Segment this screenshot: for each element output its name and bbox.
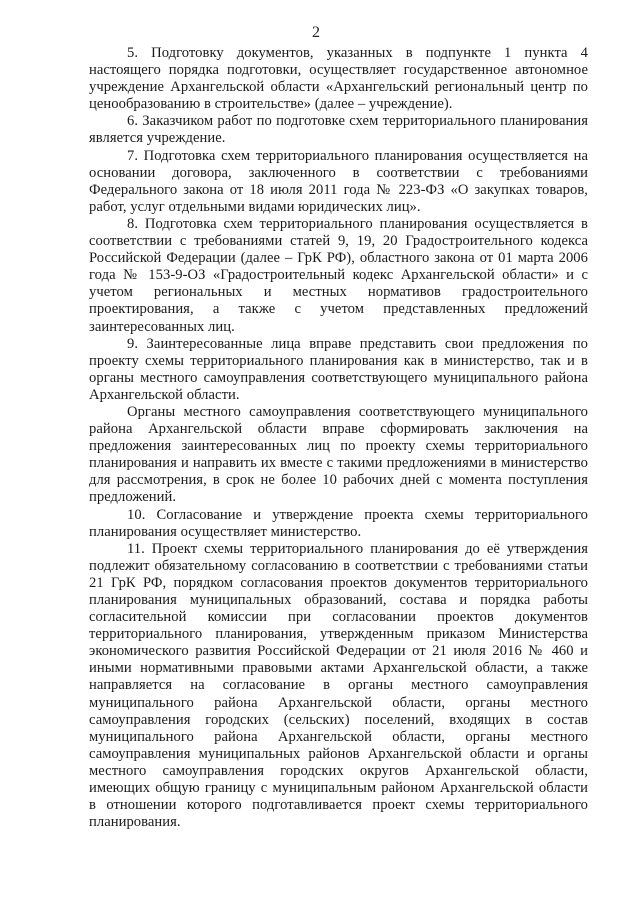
- paragraph-9-continuation: Органы местного самоуправления соответствующего муниципального района Архангельской области вправе сформировать заключения на предложения заинтересованных лиц по проекту схемы территориального планирования и направить их вместе с такими предложениями в министерство для рассмотрения, в срок не более 10 рабочих дней с момента поступления предложений.: [89, 403, 588, 506]
- page-number: 2: [312, 24, 320, 41]
- paragraph-7: 7. Подготовка схем территориального планирования осуществляется на основании договора, заключенного в соответствии с требованиями Федерального закона от 18 июля 2011 года № 223-ФЗ «О закупках товаров, работ, услуг отдельными видами юридических лиц».: [89, 147, 588, 215]
- paragraph-6: 6. Заказчиком работ по подготовке схем территориального планирования является учреждение.: [89, 113, 588, 147]
- paragraph-5: 5. Подготовку документов, указанных в подпункте 1 пункта 4 настоящего порядка подготовки, осуществляет государственное автономное учреждение Архангельской области «Архангельский региональный центр по ценообразованию в строительстве» (далее – учреждение).: [89, 45, 588, 113]
- paragraph-9: 9. Заинтересованные лица вправе представить свои предложения по проекту схемы территориального планирования как в министерство, так и в органы местного самоуправления соответствующего муниципального района Архангельской области.: [89, 335, 588, 403]
- document-body: [89, 45, 588, 831]
- paragraph-10: 10. Согласование и утверждение проекта схемы территориального планирования осуществляет министерство.: [89, 506, 588, 540]
- paragraph-8: 8. Подготовка схем территориального планирования осуществляется в соответствии с требованиями статей 9, 19, 20 Градостроительного кодекса Российской Федерации (далее – ГрК РФ), областного закона от 01 марта 2006 года № 153-9-ОЗ «Градостроительный кодекс Архангельской области» и с учетом региональных и местных нормативов градостроительного проектирования, а также с учетом представленных предложений заинтересованных лиц.: [89, 215, 588, 335]
- paragraph-11: 11. Проект схемы территориального планирования до её утверждения подлежит обязательному согласованию в соответствии с требованиями статьи 21 ГрК РФ, порядком согласования проектов документов территориального планирования муниципальных образований, состава и порядка работы согласительной комиссии при согласовании проектов документов территориального планирования, утвержденным приказом Министерства экономического развития Российской Федерации от 21 июля 2016 № 460 и иными нормативными правовыми актами Архангельской области, а также направляется на согласование в органы местного самоуправления муниципального района Архангельской области, органы местного самоуправления городских (сельских) поселений, входящих в состав муниципального района Архангельской области, органы местного самоуправления муниципальных районов Архангельской области и органы местного самоуправления городских округов Архангельской области, имеющих общую границу с муниципальным районом Архангельской области в отношении которого подготавливается проект схемы территориального планирования.: [89, 540, 588, 831]
